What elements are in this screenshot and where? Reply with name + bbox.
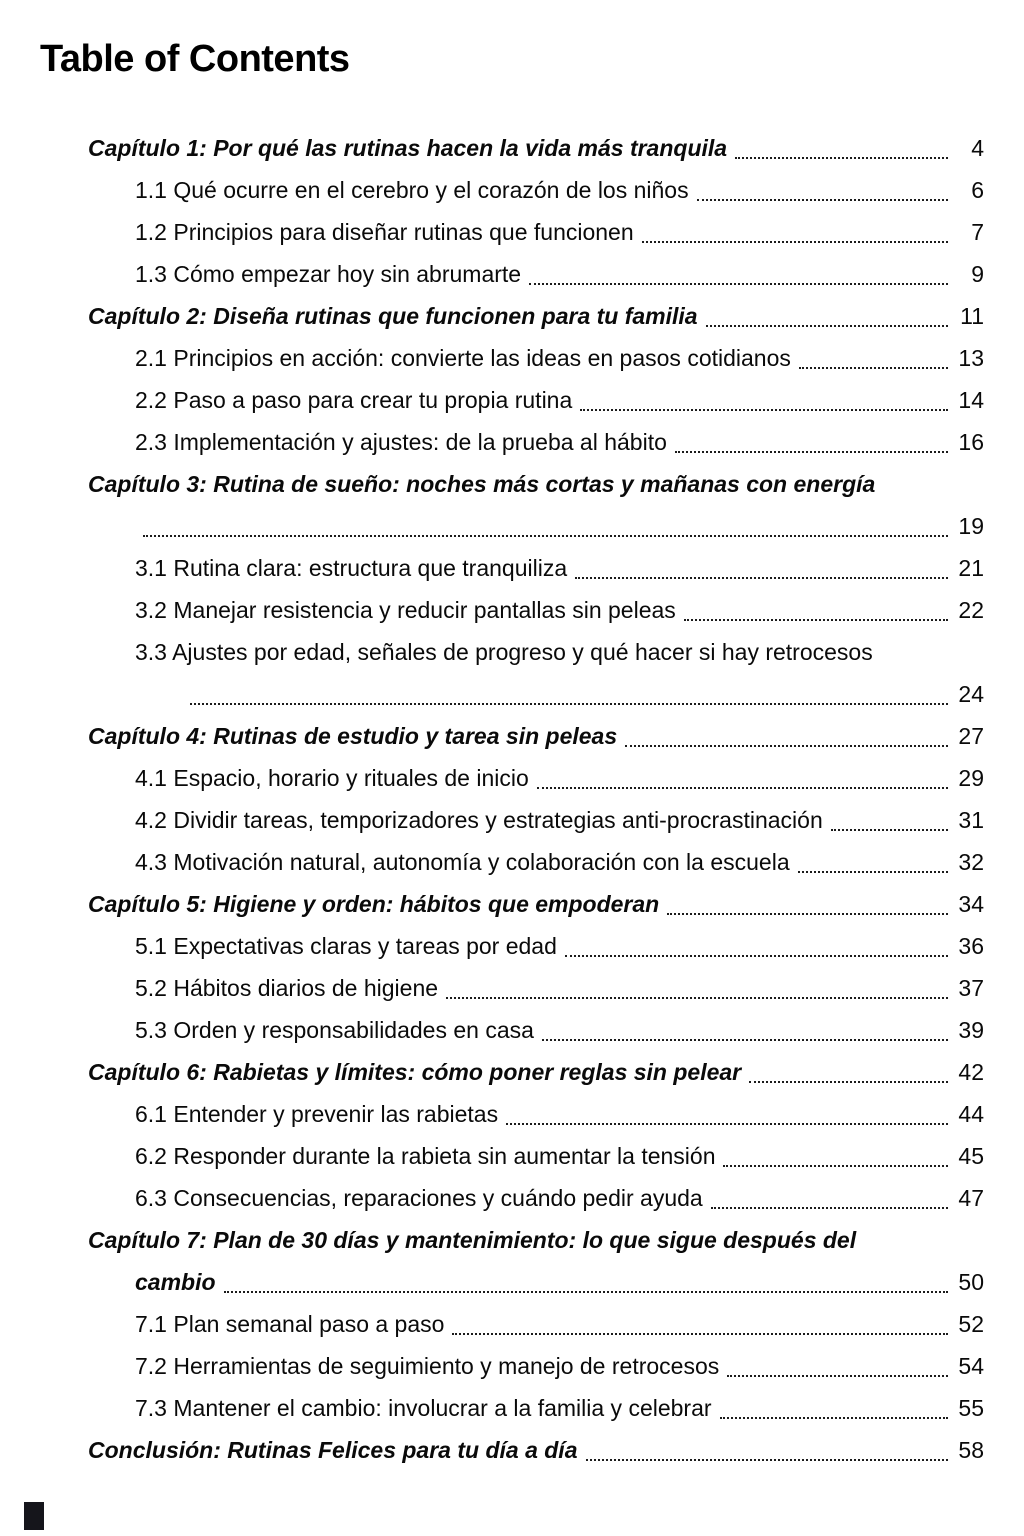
dot-leader: [542, 1039, 948, 1041]
toc-entry[interactable]: [88, 547, 984, 589]
toc-entry[interactable]: [88, 1387, 984, 1429]
entry-row: [135, 1177, 984, 1219]
entry-page-number: 39: [958, 1017, 984, 1043]
toc-entry[interactable]: [88, 883, 984, 925]
entry-row: [135, 547, 984, 589]
dot-leader: [565, 955, 948, 957]
toc-list: [88, 127, 984, 1471]
entry-row: [135, 1303, 984, 1345]
entry-text: 5.3 Orden y responsabilidades en casa: [135, 1017, 534, 1043]
page-corner-mark: [24, 1502, 44, 1530]
entry-page-number: 9: [971, 261, 984, 287]
entry-text: 7.2 Herramientas de seguimiento y manejo de retrocesos: [135, 1353, 720, 1379]
entry-row: [135, 169, 984, 211]
toc-entry[interactable]: [88, 967, 984, 1009]
dot-leader: [537, 787, 948, 789]
toc-entry[interactable]: [88, 1303, 984, 1345]
entry-text: 1.2 Principios para diseñar rutinas que funcionen: [135, 219, 634, 245]
toc-entry[interactable]: [88, 715, 984, 757]
dot-leader: [452, 1333, 948, 1335]
toc-entry[interactable]: [88, 1345, 984, 1387]
entry-page-number: 11: [960, 303, 984, 329]
entry-page-number: 36: [958, 933, 984, 959]
entry-text: Capítulo 5: Higiene y orden: hábitos que empoderan: [88, 891, 660, 917]
dot-leader: [143, 535, 948, 537]
dot-leader: [625, 745, 948, 747]
entry-text: 6.2 Responder durante la rabieta sin aumentar la tensión: [135, 1143, 716, 1169]
entry-text: 6.3 Consecuencias, reparaciones y cuándo pedir ayuda: [135, 1185, 703, 1211]
dot-leader: [831, 829, 948, 831]
toc-entry[interactable]: [88, 253, 984, 295]
entry-page-number: 44: [958, 1101, 984, 1127]
dot-leader: [697, 199, 948, 201]
entry-page-number: 24: [958, 681, 984, 707]
entry-page-number: 7: [971, 219, 984, 245]
entry-page-number: 16: [958, 429, 984, 455]
dot-leader: [749, 1081, 948, 1083]
entry-text: 1.1 Qué ocurre en el cerebro y el corazón de los niños: [135, 177, 689, 203]
toc-entry[interactable]: [88, 127, 984, 169]
entry-text: cambio: [135, 1269, 216, 1295]
toc-entry[interactable]: [88, 841, 984, 883]
entry-text-line1: 3.3 Ajustes por edad, señales de progreso y qué hacer si hay retrocesos: [135, 639, 873, 665]
toc-entry[interactable]: [88, 379, 984, 421]
entry-text: Capítulo 2: Diseña rutinas que funcionen para tu familia: [88, 303, 698, 329]
dot-leader: [711, 1207, 948, 1209]
dot-leader: [224, 1291, 948, 1293]
entry-row: [135, 1387, 984, 1429]
entry-page-number: 34: [958, 891, 984, 917]
entry-text: 4.1 Espacio, horario y rituales de inicio: [135, 765, 529, 791]
dot-leader: [580, 409, 948, 411]
toc-entry[interactable]: [88, 1051, 984, 1093]
entry-text-line1: Capítulo 7: Plan de 30 días y mantenimiento: lo que sigue después del: [88, 1227, 857, 1253]
dot-leader: [723, 1165, 948, 1167]
entry-row: [88, 883, 984, 925]
entry-text: 5.1 Expectativas claras y tareas por edad: [135, 933, 557, 959]
dot-leader: [799, 367, 948, 369]
entry-page-number: 29: [958, 765, 984, 791]
entry-text: 2.3 Implementación y ajustes: de la prueba al hábito: [135, 429, 667, 455]
dot-leader: [798, 871, 948, 873]
entry-text: 4.2 Dividir tareas, temporizadores y estrategias anti-procrastinación: [135, 807, 823, 833]
entry-text: 3.1 Rutina clara: estructura que tranquiliza: [135, 555, 568, 581]
dot-leader: [684, 619, 948, 621]
entry-page-number: 55: [958, 1395, 984, 1421]
toc-entry[interactable]: [88, 1429, 984, 1471]
entry-page-number: 13: [958, 345, 984, 371]
entry-page-number: 52: [958, 1311, 984, 1337]
toc-entry[interactable]: [88, 421, 984, 463]
dot-leader: [642, 241, 948, 243]
entry-page-number: 6: [971, 177, 984, 203]
toc-entry[interactable]: [88, 169, 984, 211]
entry-text: Conclusión: Rutinas Felices para tu día a día: [88, 1437, 578, 1463]
entry-page-number: 54: [958, 1353, 984, 1379]
entry-text-line1: Capítulo 3: Rutina de sueño: noches más cortas y mañanas con energía: [88, 471, 876, 497]
page-title: Table of Contents: [40, 38, 350, 80]
entry-row: [135, 757, 984, 799]
entry-row: [135, 673, 984, 715]
entry-page-number: 22: [958, 597, 984, 623]
entry-row: [88, 1261, 984, 1303]
entry-row: [135, 967, 984, 1009]
entry-page-number: 19: [958, 513, 984, 539]
toc-entry[interactable]: [88, 589, 984, 631]
entry-row: [135, 799, 984, 841]
entry-page-number: 32: [958, 849, 984, 875]
entry-page-number: 58: [958, 1437, 984, 1463]
entry-text: 3.2 Manejar resistencia y reducir pantallas sin peleas: [135, 597, 676, 623]
entry-page-number: 4: [971, 135, 984, 161]
entry-page-number: 31: [958, 807, 984, 833]
entry-text: 4.3 Motivación natural, autonomía y colaboración con la escuela: [135, 849, 790, 875]
toc-entry[interactable]: [88, 1009, 984, 1051]
entry-row: [135, 1345, 984, 1387]
entry-page-number: 42: [958, 1059, 984, 1085]
dot-leader: [446, 997, 948, 999]
dot-leader: [506, 1123, 948, 1125]
entry-row: [88, 127, 984, 169]
toc-entry[interactable]: [88, 1177, 984, 1219]
dot-leader: [667, 913, 948, 915]
toc-entry[interactable]: [88, 1093, 984, 1135]
toc-entry[interactable]: [88, 925, 984, 967]
entry-page-number: 21: [958, 555, 984, 581]
entry-page-number: 14: [958, 387, 984, 413]
entry-text: 1.3 Cómo empezar hoy sin abrumarte: [135, 261, 522, 287]
entry-row: [88, 715, 984, 757]
dot-leader: [529, 283, 948, 285]
entry-text: 2.2 Paso a paso para crear tu propia rutina: [135, 387, 573, 413]
dot-leader: [575, 577, 948, 579]
entry-row: [88, 505, 984, 547]
toc-entry[interactable]: [88, 1135, 984, 1177]
entry-page-number: 27: [958, 723, 984, 749]
toc-entry[interactable]: [88, 337, 984, 379]
toc-entry[interactable]: [88, 757, 984, 799]
dot-leader: [586, 1459, 949, 1461]
entry-page-number: 47: [958, 1185, 984, 1211]
entry-row: [135, 1135, 984, 1177]
entry-row: [135, 379, 984, 421]
toc-entry[interactable]: [88, 1219, 984, 1303]
entry-row: [135, 253, 984, 295]
entry-text: 6.1 Entender y prevenir las rabietas: [135, 1101, 499, 1127]
entry-text: 7.3 Mantener el cambio: involucrar a la familia y celebrar: [135, 1395, 712, 1421]
entry-row: [135, 925, 984, 967]
entry-page-number: 50: [958, 1269, 984, 1295]
entry-row: [135, 421, 984, 463]
entry-row: [135, 1009, 984, 1051]
entry-row: [135, 337, 984, 379]
toc-entry[interactable]: [88, 463, 984, 547]
entry-row: [88, 295, 984, 337]
entry-row: [135, 841, 984, 883]
dot-leader: [675, 451, 948, 453]
entry-row: [88, 1429, 984, 1471]
entry-row: [135, 1093, 984, 1135]
entry-row: [135, 589, 984, 631]
entry-row: [135, 211, 984, 253]
toc-entry[interactable]: [88, 211, 984, 253]
entry-text: 7.1 Plan semanal paso a paso: [135, 1311, 445, 1337]
dot-leader: [190, 703, 948, 705]
toc-entry[interactable]: [88, 799, 984, 841]
entry-text: 2.1 Principios en acción: convierte las ideas en pasos cotidianos: [135, 345, 791, 371]
entry-text: Capítulo 4: Rutinas de estudio y tarea sin peleas: [88, 723, 618, 749]
entry-text: 5.2 Hábitos diarios de higiene: [135, 975, 439, 1001]
dot-leader: [706, 325, 948, 327]
toc-entry[interactable]: [88, 295, 984, 337]
dot-leader: [727, 1375, 948, 1377]
entry-text: Capítulo 1: Por qué las rutinas hacen la vida más tranquila: [88, 135, 728, 161]
dot-leader: [735, 157, 948, 159]
toc-entry[interactable]: [88, 631, 984, 715]
entry-page-number: 45: [958, 1143, 984, 1169]
dot-leader: [720, 1417, 948, 1419]
entry-page-number: 37: [958, 975, 984, 1001]
entry-row: [88, 1051, 984, 1093]
entry-text: Capítulo 6: Rabietas y límites: cómo poner reglas sin pelear: [88, 1059, 742, 1085]
